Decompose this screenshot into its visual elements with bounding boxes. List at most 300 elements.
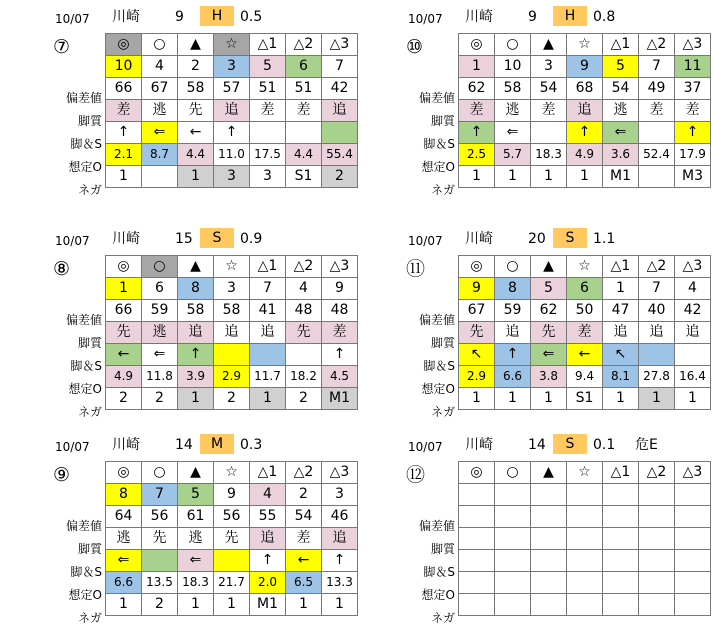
prediction-grid bbox=[458, 33, 711, 188]
mark-cell: ○ bbox=[142, 34, 178, 56]
nega-cell: M3 bbox=[675, 166, 711, 188]
odds-cell bbox=[603, 572, 639, 594]
nega-cell bbox=[603, 594, 639, 616]
mark-cell: ◎ bbox=[459, 256, 495, 278]
row-label: 脚質 bbox=[430, 336, 455, 350]
mark-cell: △1 bbox=[603, 256, 639, 278]
track-condition: S bbox=[553, 228, 587, 248]
nega-cell: 1 bbox=[603, 388, 639, 410]
condition-value: 0.3 bbox=[240, 437, 263, 453]
style-cell: 追 bbox=[603, 322, 639, 344]
race-number: ⑪ bbox=[406, 258, 426, 280]
style-cell: 差 bbox=[459, 100, 495, 122]
nega-cell bbox=[142, 166, 178, 188]
horse-number-cell: 5 bbox=[531, 278, 567, 300]
legs-cell: ↑ bbox=[250, 550, 286, 572]
legs-cell bbox=[495, 550, 531, 572]
horse-number-cell bbox=[567, 484, 603, 506]
style-cell: 先 bbox=[214, 528, 250, 550]
score-cell bbox=[675, 506, 711, 528]
row-label: 脚質 bbox=[77, 542, 102, 556]
race-header bbox=[403, 227, 713, 251]
condition-value: 1.1 bbox=[593, 231, 616, 247]
style-cell: 逃 bbox=[142, 322, 178, 344]
style-cell bbox=[603, 528, 639, 550]
horse-number-cell: 6 bbox=[567, 278, 603, 300]
odds-cell: 5.7 bbox=[495, 144, 531, 166]
horse-number-row bbox=[459, 278, 711, 300]
score-cell: 67 bbox=[142, 78, 178, 100]
row-label: 偏差値 bbox=[65, 519, 102, 533]
score-cell: 49 bbox=[639, 78, 675, 100]
mark-cell: △1 bbox=[250, 462, 286, 484]
score-row bbox=[106, 78, 358, 100]
odds-cell: 6.6 bbox=[495, 366, 531, 388]
nega-cell: 3 bbox=[250, 166, 286, 188]
odds-cell: 3.8 bbox=[531, 366, 567, 388]
track-condition: S bbox=[200, 228, 234, 248]
track-condition: H bbox=[200, 6, 234, 26]
horse-number-cell: 11 bbox=[675, 56, 711, 78]
odds-cell bbox=[495, 572, 531, 594]
style-cell: 先 bbox=[178, 100, 214, 122]
mark-cell: ○ bbox=[142, 462, 178, 484]
track-name: 川崎 bbox=[465, 231, 493, 247]
mark-cell: △1 bbox=[250, 34, 286, 56]
score-cell bbox=[459, 506, 495, 528]
row-label: 脚＆S bbox=[423, 565, 455, 579]
score-cell: 51 bbox=[250, 78, 286, 100]
style-cell: 追 bbox=[214, 100, 250, 122]
row-label: ネガ bbox=[430, 183, 455, 197]
legs-cell: ↑ bbox=[214, 122, 250, 144]
mark-cell: △2 bbox=[639, 34, 675, 56]
horse-number-row bbox=[106, 56, 358, 78]
track-name: 川崎 bbox=[465, 9, 493, 25]
mark-cell: △3 bbox=[675, 256, 711, 278]
legs-cell bbox=[639, 122, 675, 144]
mark-cell: ▲ bbox=[178, 34, 214, 56]
style-row bbox=[106, 100, 358, 122]
mark-cell: ○ bbox=[495, 256, 531, 278]
row-label: 偏差値 bbox=[418, 519, 455, 533]
mark-cell: △2 bbox=[286, 34, 322, 56]
legs-row bbox=[459, 550, 711, 572]
style-cell: 追 bbox=[214, 322, 250, 344]
mark-cell: △3 bbox=[675, 462, 711, 484]
odds-row bbox=[459, 572, 711, 594]
score-cell: 41 bbox=[250, 300, 286, 322]
mark-cell: ☆ bbox=[567, 462, 603, 484]
style-cell: 逃 bbox=[142, 100, 178, 122]
horse-number-cell: 3 bbox=[214, 278, 250, 300]
mark-cell: ◎ bbox=[106, 34, 142, 56]
legs-row bbox=[459, 122, 711, 144]
odds-cell: 6.6 bbox=[106, 572, 142, 594]
odds-cell: 52.4 bbox=[639, 144, 675, 166]
style-cell: 逃 bbox=[495, 100, 531, 122]
row-label: ネガ bbox=[430, 405, 455, 419]
score-cell: 62 bbox=[459, 78, 495, 100]
mark-cell: △1 bbox=[250, 256, 286, 278]
nega-cell bbox=[639, 594, 675, 616]
odds-row bbox=[106, 366, 358, 388]
mark-cell: △3 bbox=[322, 462, 358, 484]
nega-cell: M1 bbox=[603, 166, 639, 188]
style-cell: 先 bbox=[142, 528, 178, 550]
legs-row bbox=[106, 122, 358, 144]
nega-cell bbox=[675, 594, 711, 616]
style-cell: 追 bbox=[250, 528, 286, 550]
race-number: ⑦ bbox=[53, 36, 71, 58]
style-cell: 先 bbox=[106, 322, 142, 344]
score-cell: 54 bbox=[531, 78, 567, 100]
nega-cell: 2 bbox=[142, 388, 178, 410]
race-note: 危E bbox=[635, 437, 658, 453]
odds-cell: 11.7 bbox=[250, 366, 286, 388]
mark-cell: ☆ bbox=[214, 256, 250, 278]
mark-cell: ▲ bbox=[531, 462, 567, 484]
style-row bbox=[106, 322, 358, 344]
style-cell: 逃 bbox=[178, 528, 214, 550]
score-cell: 57 bbox=[214, 78, 250, 100]
style-cell: 逃 bbox=[603, 100, 639, 122]
prediction-grid bbox=[105, 33, 358, 188]
horse-number-row bbox=[459, 484, 711, 506]
mark-cell: ☆ bbox=[214, 34, 250, 56]
nega-cell bbox=[531, 594, 567, 616]
odds-row bbox=[459, 144, 711, 166]
horse-number-cell: 5 bbox=[250, 56, 286, 78]
score-cell: 56 bbox=[142, 506, 178, 528]
odds-cell: 4.5 bbox=[322, 366, 358, 388]
legs-row bbox=[106, 344, 358, 366]
legs-row bbox=[106, 550, 358, 572]
legs-cell bbox=[250, 344, 286, 366]
row-label: 想定O bbox=[68, 382, 102, 396]
mark-cell: ◎ bbox=[459, 34, 495, 56]
style-cell: 差 bbox=[286, 100, 322, 122]
row-label: 脚質 bbox=[430, 542, 455, 556]
horse-number-row bbox=[459, 56, 711, 78]
track-name: 川崎 bbox=[112, 9, 140, 25]
nega-cell: 1 bbox=[322, 594, 358, 616]
race-header bbox=[50, 5, 360, 29]
mark-cell: ○ bbox=[495, 462, 531, 484]
horse-number-cell: 7 bbox=[639, 278, 675, 300]
score-cell: 58 bbox=[495, 78, 531, 100]
odds-cell: 8.7 bbox=[142, 144, 178, 166]
row-label: 脚＆S bbox=[70, 359, 102, 373]
row-label: ネガ bbox=[77, 183, 102, 197]
odds-cell bbox=[567, 572, 603, 594]
nega-cell: M1 bbox=[322, 388, 358, 410]
score-cell: 46 bbox=[322, 506, 358, 528]
track-condition: H bbox=[553, 6, 587, 26]
nega-row bbox=[106, 166, 358, 188]
mark-row bbox=[106, 34, 358, 56]
row-label: 脚質 bbox=[77, 336, 102, 350]
style-row bbox=[459, 100, 711, 122]
legs-cell: ↑ bbox=[322, 344, 358, 366]
mark-row bbox=[106, 462, 358, 484]
horse-number-cell: 4 bbox=[286, 278, 322, 300]
legs-cell: ↑ bbox=[567, 122, 603, 144]
mark-cell: ▲ bbox=[531, 34, 567, 56]
horse-number-cell: 5 bbox=[603, 56, 639, 78]
score-cell: 47 bbox=[603, 300, 639, 322]
horse-number-cell: 4 bbox=[675, 278, 711, 300]
style-cell: 差 bbox=[250, 100, 286, 122]
odds-cell: 4.4 bbox=[286, 144, 322, 166]
legs-cell: ↑ bbox=[459, 122, 495, 144]
odds-cell: 4.4 bbox=[178, 144, 214, 166]
race-number: ⑩ bbox=[406, 36, 424, 58]
prediction-grid bbox=[105, 461, 358, 616]
nega-cell bbox=[639, 166, 675, 188]
nega-cell: 2 bbox=[142, 594, 178, 616]
nega-cell: S1 bbox=[286, 166, 322, 188]
score-cell: 50 bbox=[567, 300, 603, 322]
style-cell: 追 bbox=[567, 100, 603, 122]
horse-number-cell: 4 bbox=[250, 484, 286, 506]
horse-number-cell: 7 bbox=[639, 56, 675, 78]
style-cell bbox=[459, 528, 495, 550]
track-condition: S bbox=[553, 434, 587, 454]
legs-cell: ⇐ bbox=[142, 344, 178, 366]
horse-number-cell: 6 bbox=[286, 56, 322, 78]
horse-number-cell: 3 bbox=[531, 56, 567, 78]
style-cell bbox=[675, 528, 711, 550]
legs-cell bbox=[142, 550, 178, 572]
field-size: 14 bbox=[175, 437, 193, 453]
score-row bbox=[459, 300, 711, 322]
nega-cell: 1 bbox=[459, 388, 495, 410]
nega-cell: 2 bbox=[286, 388, 322, 410]
row-label: 脚質 bbox=[77, 114, 102, 128]
nega-cell: 2 bbox=[214, 388, 250, 410]
nega-cell: 1 bbox=[286, 594, 322, 616]
prediction-grid bbox=[458, 461, 711, 616]
nega-cell: 1 bbox=[567, 166, 603, 188]
horse-number-cell bbox=[531, 484, 567, 506]
odds-cell: 17.9 bbox=[675, 144, 711, 166]
race-date: 10/07 bbox=[55, 440, 90, 454]
row-label: 偏差値 bbox=[65, 313, 102, 327]
row-label: 想定O bbox=[68, 160, 102, 174]
score-cell: 37 bbox=[675, 78, 711, 100]
nega-cell: 1 bbox=[106, 166, 142, 188]
horse-number-cell: 9 bbox=[214, 484, 250, 506]
score-cell: 42 bbox=[675, 300, 711, 322]
nega-cell: 1 bbox=[531, 166, 567, 188]
odds-cell: 21.7 bbox=[214, 572, 250, 594]
row-label: ネガ bbox=[430, 611, 455, 625]
style-cell: 追 bbox=[322, 528, 358, 550]
score-cell: 48 bbox=[322, 300, 358, 322]
legs-cell bbox=[675, 344, 711, 366]
condition-value: 0.9 bbox=[240, 231, 263, 247]
style-cell: 追 bbox=[322, 100, 358, 122]
score-cell: 40 bbox=[639, 300, 675, 322]
style-cell: 差 bbox=[286, 528, 322, 550]
race-number: ⑧ bbox=[53, 258, 71, 280]
horse-number-cell: 7 bbox=[142, 484, 178, 506]
nega-row bbox=[459, 594, 711, 616]
nega-cell: 2 bbox=[322, 166, 358, 188]
nega-cell: 1 bbox=[214, 594, 250, 616]
legs-cell: ⇐ bbox=[142, 122, 178, 144]
style-cell: 差 bbox=[639, 100, 675, 122]
odds-row bbox=[459, 366, 711, 388]
horse-number-cell bbox=[459, 484, 495, 506]
score-row bbox=[459, 506, 711, 528]
style-cell: 追 bbox=[250, 322, 286, 344]
legs-cell bbox=[459, 550, 495, 572]
horse-number-cell: 3 bbox=[322, 484, 358, 506]
row-label: 想定O bbox=[421, 588, 455, 602]
score-cell: 61 bbox=[178, 506, 214, 528]
legs-cell: ↑ bbox=[106, 122, 142, 144]
track-name: 川崎 bbox=[112, 437, 140, 453]
score-cell: 59 bbox=[495, 300, 531, 322]
legs-cell: ↑ bbox=[178, 344, 214, 366]
row-label: 偏差値 bbox=[65, 91, 102, 105]
race-date: 10/07 bbox=[55, 12, 90, 26]
style-row bbox=[459, 322, 711, 344]
style-cell bbox=[531, 528, 567, 550]
field-size: 9 bbox=[528, 9, 537, 25]
nega-cell: 1 bbox=[178, 388, 214, 410]
odds-cell: 9.4 bbox=[567, 366, 603, 388]
horse-number-cell: 1 bbox=[603, 278, 639, 300]
legs-row bbox=[459, 344, 711, 366]
nega-cell bbox=[495, 594, 531, 616]
style-cell: 差 bbox=[675, 100, 711, 122]
score-cell bbox=[639, 506, 675, 528]
mark-cell: △1 bbox=[603, 462, 639, 484]
horse-number-cell: 2 bbox=[178, 56, 214, 78]
odds-cell bbox=[459, 572, 495, 594]
odds-cell: 27.8 bbox=[639, 366, 675, 388]
legs-cell: ← bbox=[106, 344, 142, 366]
mark-row bbox=[459, 256, 711, 278]
horse-number-cell: 10 bbox=[495, 56, 531, 78]
mark-cell: △2 bbox=[639, 256, 675, 278]
horse-number-cell: 7 bbox=[250, 278, 286, 300]
field-size: 15 bbox=[175, 231, 193, 247]
horse-number-cell: 1 bbox=[106, 278, 142, 300]
score-cell: 58 bbox=[178, 78, 214, 100]
score-row bbox=[106, 506, 358, 528]
row-label: 脚＆S bbox=[70, 565, 102, 579]
score-cell: 58 bbox=[214, 300, 250, 322]
score-cell: 54 bbox=[286, 506, 322, 528]
odds-cell: 2.5 bbox=[459, 144, 495, 166]
score-cell: 64 bbox=[106, 506, 142, 528]
score-cell bbox=[531, 506, 567, 528]
style-cell: 差 bbox=[322, 322, 358, 344]
mark-cell: ▲ bbox=[178, 462, 214, 484]
race-date: 10/07 bbox=[408, 234, 443, 248]
nega-cell: 1 bbox=[459, 166, 495, 188]
odds-cell: 2.9 bbox=[214, 366, 250, 388]
odds-cell: 11.0 bbox=[214, 144, 250, 166]
nega-row bbox=[459, 388, 711, 410]
row-label: 偏差値 bbox=[418, 313, 455, 327]
score-row bbox=[459, 78, 711, 100]
style-cell: 追 bbox=[639, 322, 675, 344]
odds-cell bbox=[675, 572, 711, 594]
mark-row bbox=[106, 256, 358, 278]
condition-value: 0.5 bbox=[240, 9, 263, 25]
legs-cell bbox=[286, 344, 322, 366]
mark-cell: ○ bbox=[142, 256, 178, 278]
nega-row bbox=[459, 166, 711, 188]
legs-cell bbox=[639, 550, 675, 572]
score-cell: 62 bbox=[531, 300, 567, 322]
horse-number-cell: 8 bbox=[178, 278, 214, 300]
legs-cell bbox=[322, 122, 358, 144]
odds-cell bbox=[639, 572, 675, 594]
race-date: 10/07 bbox=[55, 234, 90, 248]
odds-cell: 2.9 bbox=[459, 366, 495, 388]
score-cell: 42 bbox=[322, 78, 358, 100]
horse-number-row bbox=[106, 484, 358, 506]
horse-number-cell: 1 bbox=[459, 56, 495, 78]
odds-cell: 13.3 bbox=[322, 572, 358, 594]
nega-cell: 1 bbox=[675, 388, 711, 410]
odds-cell: 2.1 bbox=[106, 144, 142, 166]
score-cell bbox=[603, 506, 639, 528]
race-header bbox=[50, 433, 360, 457]
style-cell: 追 bbox=[675, 322, 711, 344]
odds-cell: 4.9 bbox=[567, 144, 603, 166]
nega-cell bbox=[459, 594, 495, 616]
row-label: 想定O bbox=[421, 160, 455, 174]
score-cell: 68 bbox=[567, 78, 603, 100]
mark-cell: △2 bbox=[639, 462, 675, 484]
nega-cell: 1 bbox=[495, 388, 531, 410]
track-name: 川崎 bbox=[465, 437, 493, 453]
horse-number-cell: 8 bbox=[495, 278, 531, 300]
mark-cell: △3 bbox=[322, 34, 358, 56]
horse-number-cell bbox=[639, 484, 675, 506]
horse-number-cell bbox=[675, 484, 711, 506]
horse-number-cell: 9 bbox=[567, 56, 603, 78]
nega-cell: 3 bbox=[214, 166, 250, 188]
horse-number-cell: 2 bbox=[286, 484, 322, 506]
race-header bbox=[50, 227, 360, 251]
mark-cell: ◎ bbox=[459, 462, 495, 484]
mark-row bbox=[459, 34, 711, 56]
legs-cell: ⇐ bbox=[106, 550, 142, 572]
nega-cell: 1 bbox=[178, 166, 214, 188]
score-cell: 66 bbox=[106, 78, 142, 100]
field-size: 9 bbox=[175, 9, 184, 25]
style-cell: 先 bbox=[531, 322, 567, 344]
style-row bbox=[106, 528, 358, 550]
row-label: 偏差値 bbox=[418, 91, 455, 105]
nega-cell: S1 bbox=[567, 388, 603, 410]
condition-value: 0.1 bbox=[593, 437, 616, 453]
row-label: 脚質 bbox=[430, 114, 455, 128]
score-cell: 55 bbox=[250, 506, 286, 528]
horse-number-cell: 3 bbox=[214, 56, 250, 78]
mark-cell: ☆ bbox=[567, 256, 603, 278]
legs-cell: ↖ bbox=[603, 344, 639, 366]
legs-cell: ⇐ bbox=[603, 122, 639, 144]
